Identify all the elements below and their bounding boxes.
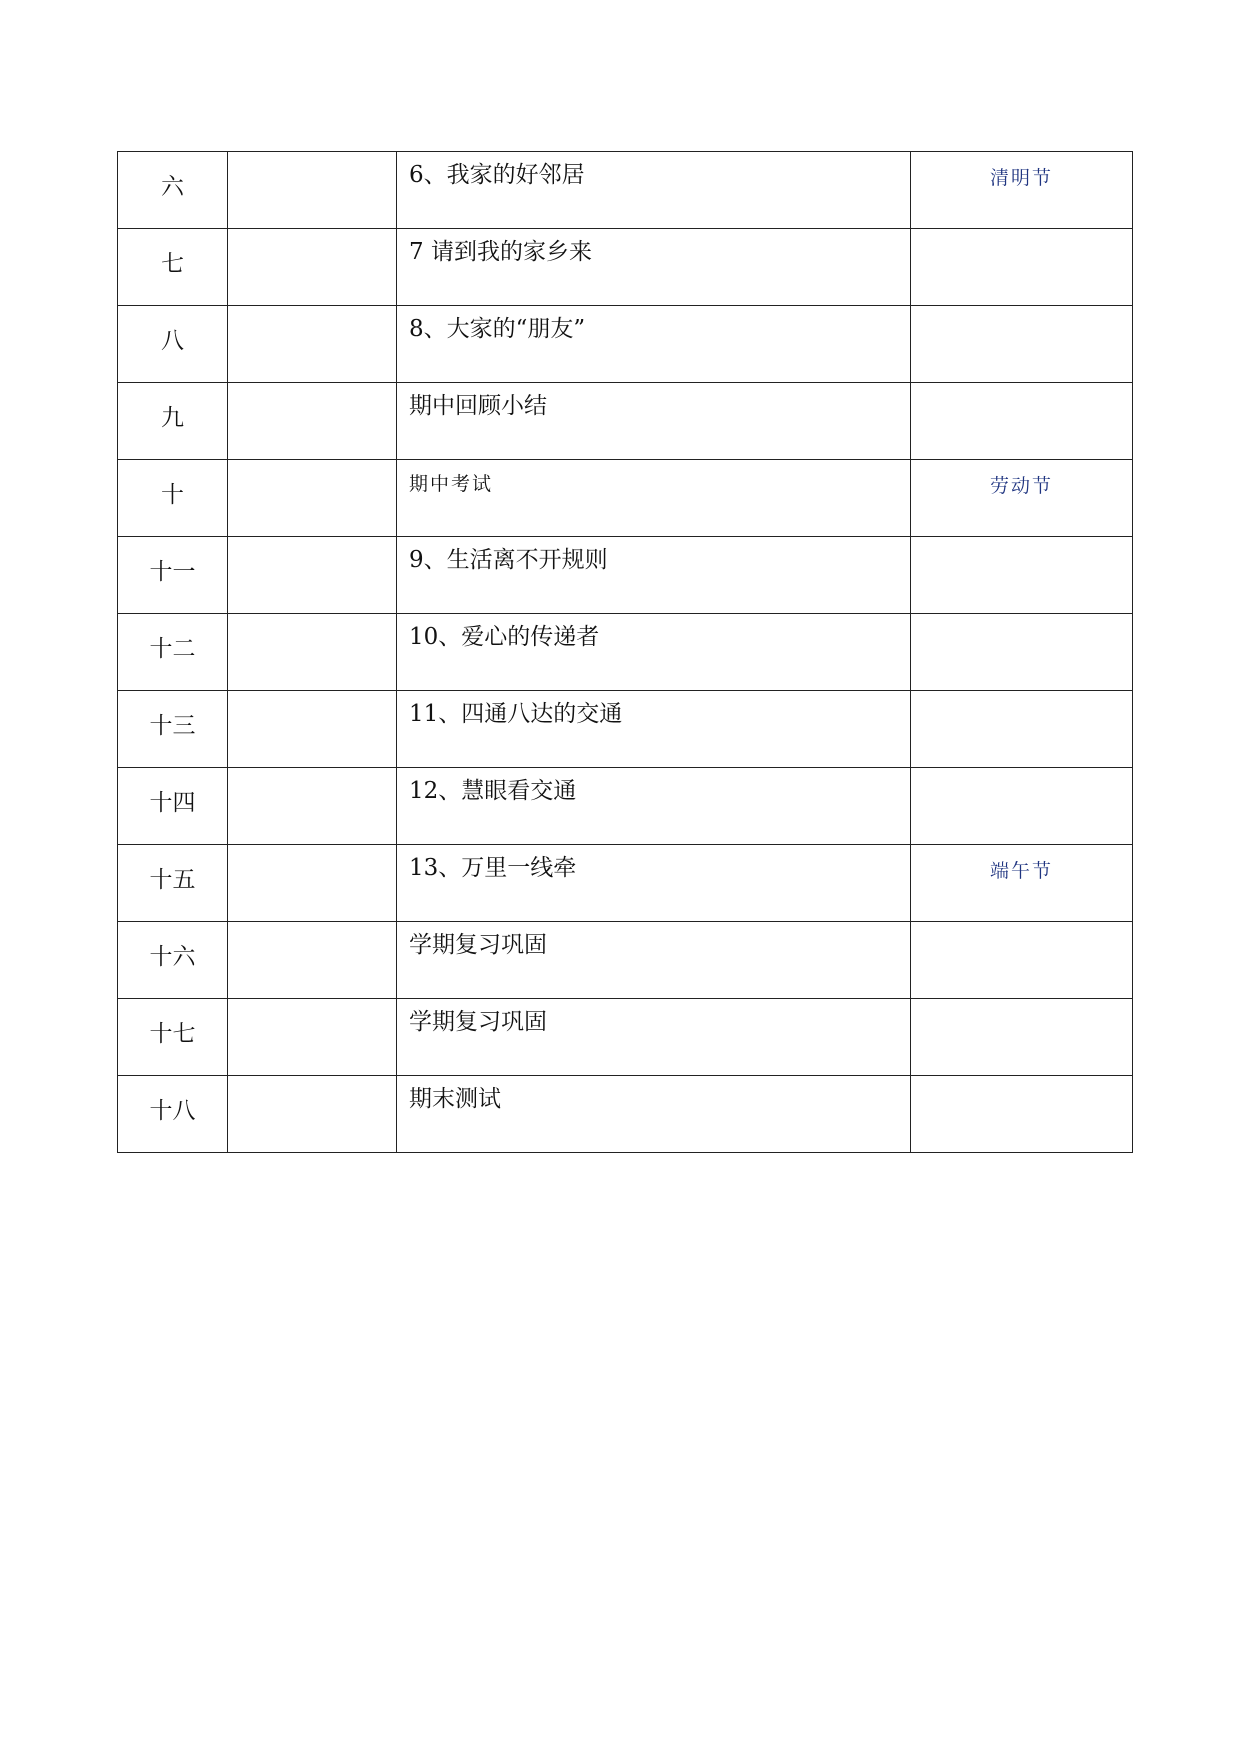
week-cell (118, 768, 228, 845)
week-cell (118, 614, 228, 691)
note-cell (911, 691, 1133, 768)
week-cell (118, 922, 228, 999)
content-label: 期末测试 (409, 1086, 501, 1112)
table-row (118, 922, 1133, 999)
week-cell (118, 306, 228, 383)
week-cell (118, 537, 228, 614)
week-label: 十三 (149, 713, 196, 739)
week-label: 十七 (149, 1021, 196, 1047)
note-cell (911, 229, 1133, 306)
note-cell (911, 152, 1133, 229)
week-label: 十五 (149, 867, 196, 893)
table-row (118, 999, 1133, 1076)
table-row (118, 614, 1133, 691)
content-cell (397, 845, 911, 922)
date-cell (228, 922, 397, 999)
week-label: 十八 (149, 1098, 196, 1124)
content-cell (397, 1076, 911, 1153)
note-cell (911, 1076, 1133, 1153)
table-row (118, 383, 1133, 460)
content-label: 期中考试 (409, 473, 494, 495)
note-cell (911, 383, 1133, 460)
note-cell (911, 306, 1133, 383)
content-label: 11、四通八达的交通 (409, 701, 623, 727)
content-cell (397, 383, 911, 460)
note-cell (911, 922, 1133, 999)
note-label: 端午节 (989, 860, 1053, 882)
content-cell (397, 229, 911, 306)
content-cell (397, 537, 911, 614)
week-label: 八 (161, 328, 184, 354)
week-cell (118, 691, 228, 768)
table-row (118, 152, 1133, 229)
date-cell (228, 691, 397, 768)
content-cell (397, 460, 911, 537)
date-cell (228, 229, 397, 306)
note-cell (911, 768, 1133, 845)
week-label: 六 (161, 174, 184, 200)
content-label: 8、大家的“朋友” (409, 316, 586, 342)
date-cell (228, 768, 397, 845)
note-cell (911, 845, 1133, 922)
week-label: 十六 (149, 944, 196, 970)
date-cell (228, 460, 397, 537)
table-row (118, 229, 1133, 306)
note-cell (911, 999, 1133, 1076)
content-label: 7 请到我的家乡来 (409, 239, 592, 265)
content-cell (397, 999, 911, 1076)
content-label: 学期复习巩固 (409, 1009, 547, 1035)
table-row (118, 768, 1133, 845)
table-row (118, 537, 1133, 614)
content-label: 9、生活离不开规则 (409, 547, 608, 573)
date-cell (228, 999, 397, 1076)
date-cell (228, 845, 397, 922)
content-label: 学期复习巩固 (409, 932, 547, 958)
note-label: 清明节 (989, 167, 1053, 189)
note-cell (911, 537, 1133, 614)
date-cell (228, 383, 397, 460)
date-cell (228, 306, 397, 383)
content-cell (397, 306, 911, 383)
note-label: 劳动节 (989, 475, 1053, 497)
content-cell (397, 691, 911, 768)
date-cell (228, 1076, 397, 1153)
content-label: 期中回顾小结 (409, 393, 547, 419)
date-cell (228, 614, 397, 691)
content-label: 12、慧眼看交通 (409, 778, 577, 804)
content-cell (397, 768, 911, 845)
week-label: 十 (161, 482, 184, 508)
table-row (118, 1076, 1133, 1153)
week-label: 十一 (149, 559, 196, 585)
table-row (118, 845, 1133, 922)
week-cell (118, 1076, 228, 1153)
table-row (118, 691, 1133, 768)
schedule-table (117, 151, 1133, 1153)
week-cell (118, 229, 228, 306)
week-label: 九 (161, 405, 184, 431)
week-cell (118, 845, 228, 922)
content-cell (397, 614, 911, 691)
week-label: 十四 (149, 790, 196, 816)
week-cell (118, 999, 228, 1076)
week-label: 十二 (149, 636, 196, 662)
content-cell (397, 152, 911, 229)
content-label: 6、我家的好邻居 (409, 162, 585, 188)
content-label: 10、爱心的传递者 (409, 624, 600, 650)
table-row (118, 460, 1133, 537)
week-cell (118, 383, 228, 460)
table-row (118, 306, 1133, 383)
content-label: 13、万里一线牵 (409, 855, 577, 881)
note-cell (911, 460, 1133, 537)
content-cell (397, 922, 911, 999)
note-cell (911, 614, 1133, 691)
week-cell (118, 460, 228, 537)
week-cell (118, 152, 228, 229)
date-cell (228, 152, 397, 229)
week-label: 七 (161, 251, 184, 277)
date-cell (228, 537, 397, 614)
